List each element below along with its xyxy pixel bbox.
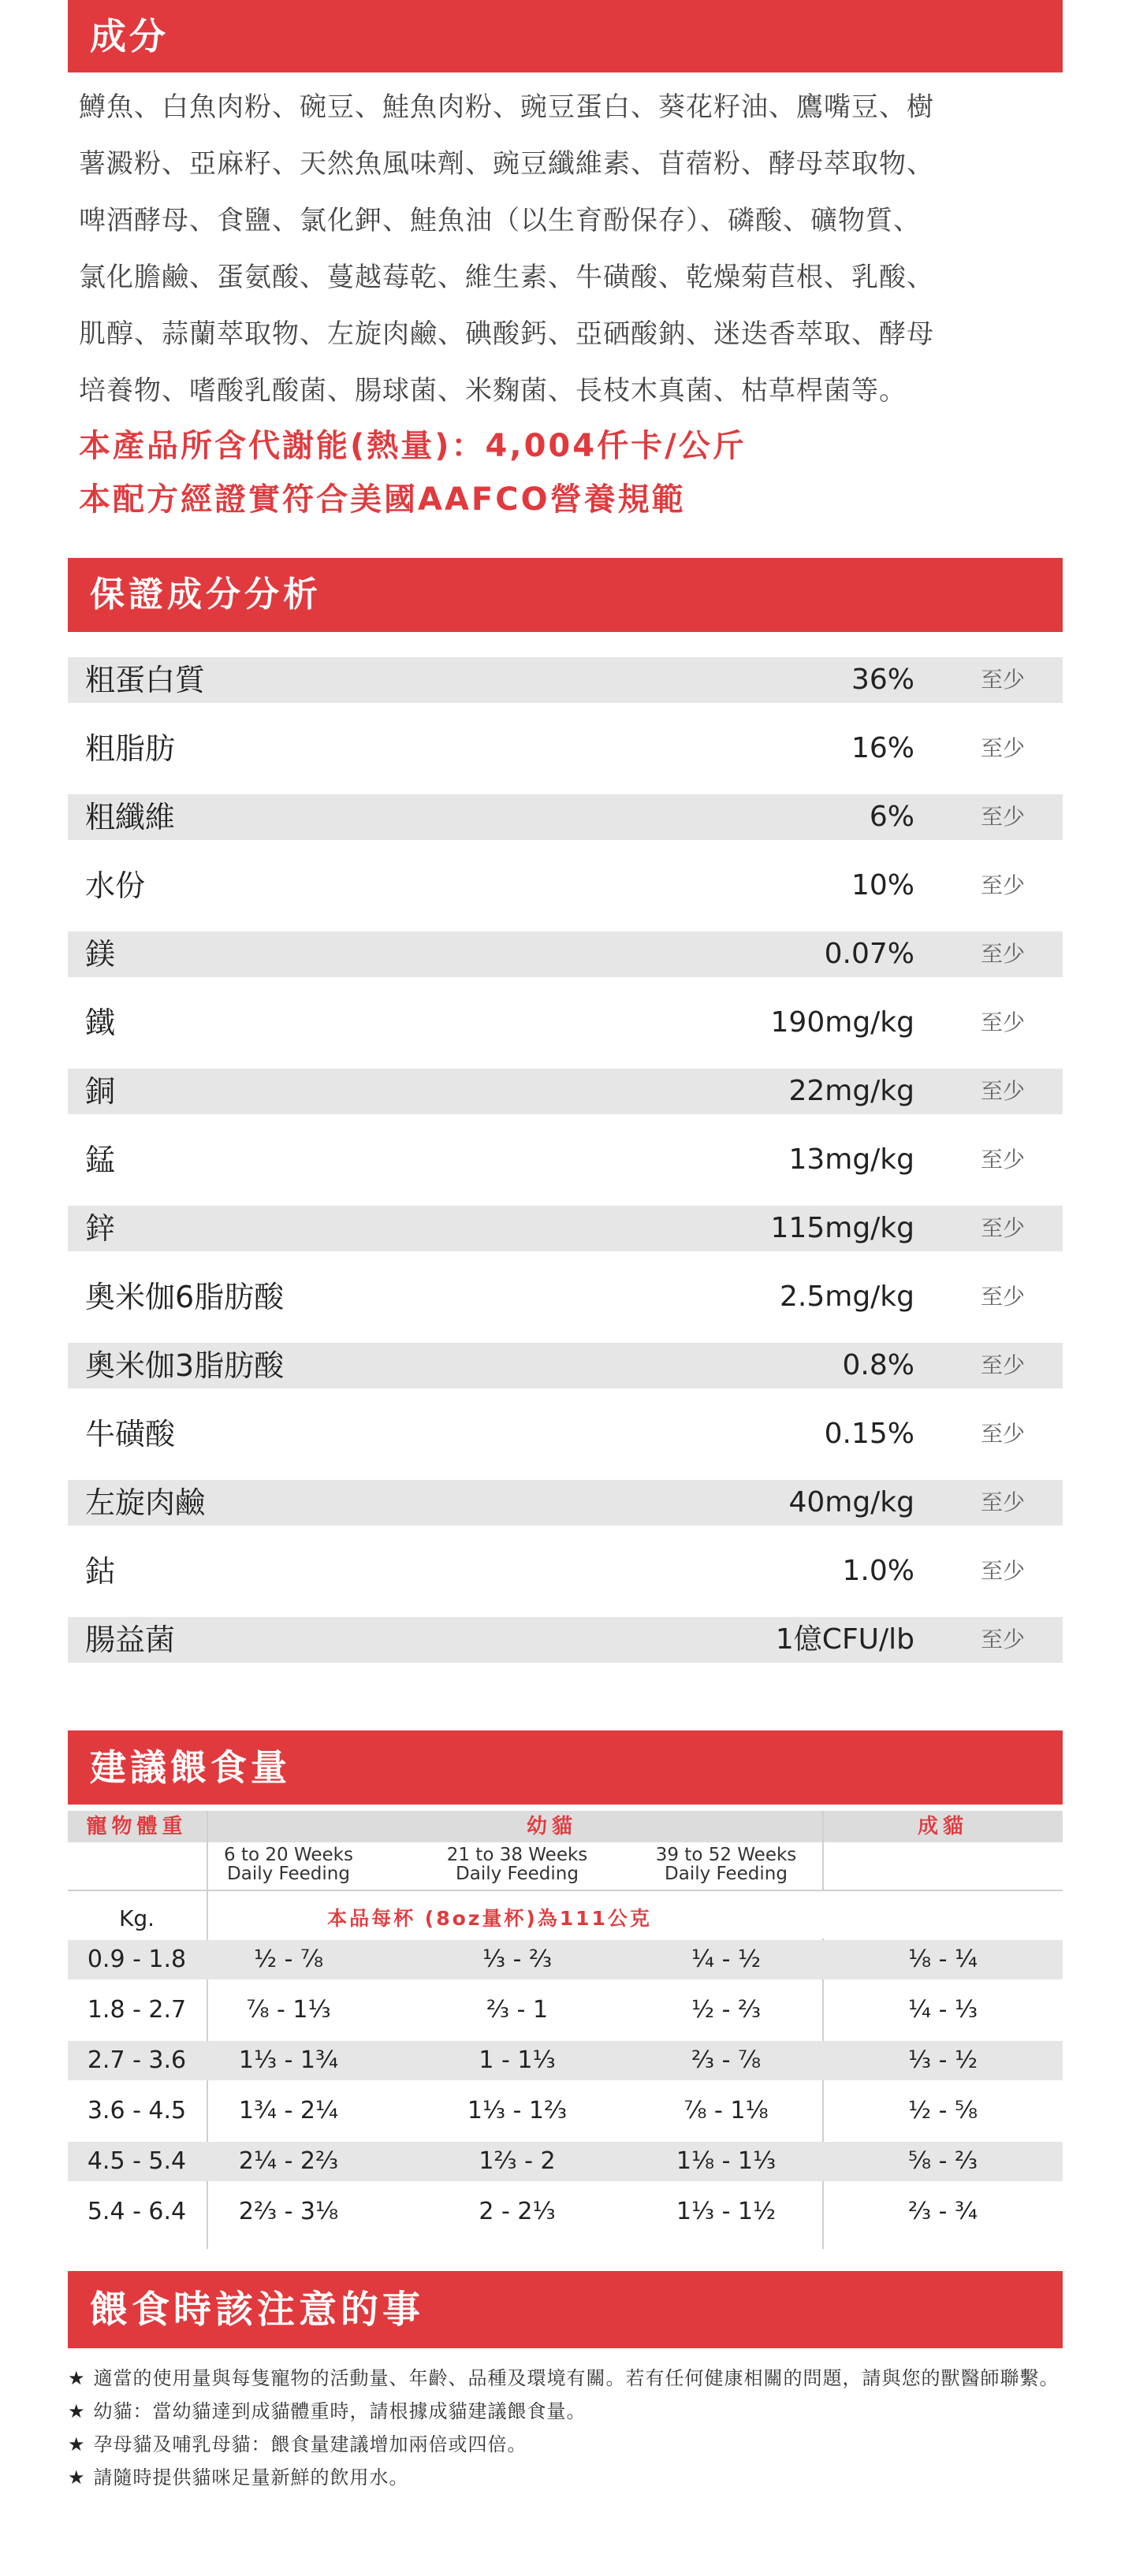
nutrient-value: 13mg/kg (788, 1143, 914, 1176)
analysis-row (68, 931, 1063, 977)
analysis-row (68, 1137, 1063, 1183)
nutrient-value: 22mg/kg (788, 1075, 914, 1107)
adult-column-header: 成貓 (917, 1815, 968, 1838)
nutrient-name: 水份 (85, 868, 146, 903)
analysis-row (68, 1343, 1063, 1388)
ingredients-line: 薯澱粉、亞麻籽、天然魚風味劑、豌豆纖維素、苜蓿粉、酵母萃取物、 (79, 148, 934, 180)
analysis-title: 保證成分分析 (90, 574, 322, 615)
analysis-row (68, 657, 1063, 703)
feeding-row: 3.6 - 4.5 1¾ - 2¼ 1⅓ - 1⅔ ⅞ - 1⅛ ½ - ⅝ (87, 2097, 978, 2124)
ingredients-line: 鱒魚、白魚肉粉、碗豆、鮭魚肉粉、豌豆蛋白、葵花籽油、鷹嘴豆、樹 (79, 91, 934, 123)
nutrient-value: 6% (869, 801, 914, 833)
ingredients-line: 培養物、嗜酸乳酸菌、腸球菌、米麴菌、長枝木真菌、枯草桿菌等。 (79, 375, 907, 407)
minimum-label: 至少 (980, 735, 1025, 761)
minimum-label: 至少 (980, 1147, 1025, 1173)
nutrient-value: 1億CFU/lb (775, 1623, 914, 1656)
star-icon: ★ (68, 2466, 86, 2489)
nutrient-value: 190mg/kg (770, 1006, 914, 1039)
nutrient-name: 錳 (85, 1143, 116, 1177)
kitten-column-header: 幼貓 (526, 1815, 577, 1838)
minimum-label: 至少 (980, 1558, 1025, 1584)
analysis-header (68, 558, 1063, 632)
nutrient-value: 16% (851, 732, 914, 764)
serving-size-note: 本品每杯 (8oz量杯)為111公克 (327, 1907, 652, 1930)
nutrient-value: 0.07% (824, 938, 914, 970)
minimum-label: 至少 (980, 941, 1025, 967)
notes-header (68, 2271, 1063, 2348)
note-item: ★ 適當的使用量與每隻寵物的活動量、年齡、品種及環境有關。若有任何健康相關的問題，請與您的獸醫師聯繫。 (68, 2367, 1060, 2389)
nutrient-name: 粗脂肪 (85, 731, 176, 766)
ingredients-title: 成分 (90, 15, 169, 58)
notes-title: 餵食時該注意的事 (90, 2288, 425, 2332)
note-item: ★ 孕母貓及哺乳母貓：餵食量建議增加兩倍或四倍。 (68, 2433, 527, 2455)
feeding-title: 建議餵食量 (90, 1746, 291, 1789)
nutrient-name: 奧米伽6脂肪酸 (85, 1280, 285, 1314)
nutrient-name: 粗纖維 (85, 800, 176, 835)
minimum-label: 至少 (980, 1078, 1025, 1104)
minimum-label: 至少 (980, 1489, 1025, 1515)
feeding-row: 4.5 - 5.4 2¼ - 2⅔ 1⅔ - 2 1⅛ - 1⅓ ⅝ - ⅔ (68, 2142, 1063, 2181)
nutrient-name: 奧米伽3脂肪酸 (85, 1348, 285, 1383)
minimum-label: 至少 (980, 667, 1025, 693)
minimum-label: 至少 (980, 872, 1025, 898)
header-divider (68, 1890, 1063, 1891)
nutrient-name: 鐵 (85, 1005, 116, 1040)
analysis-row (68, 1480, 1063, 1526)
minimum-label: 至少 (980, 1421, 1025, 1447)
feeding-table (68, 1811, 1063, 2249)
week-range-label: 6 to 20 Weeks Daily Feeding (224, 1845, 353, 1884)
ingredients-text (79, 79, 1056, 419)
minimum-label: 至少 (980, 1009, 1025, 1035)
star-icon: ★ (68, 2367, 86, 2389)
nutrient-name: 左旋肉鹼 (85, 1485, 206, 1520)
star-icon: ★ (68, 2400, 86, 2422)
nutrient-name: 腸益菌 (85, 1623, 176, 1657)
nutrient-value: 0.8% (842, 1349, 914, 1381)
weight-column-header: 寵物體重 (86, 1815, 188, 1838)
nutrient-name: 鋅 (85, 1211, 116, 1246)
analysis-row (68, 1411, 1063, 1457)
ingredients-line: 氯化膽鹼、蛋氨酸、蔓越莓乾、維生素、牛磺酸、乾燥菊苣根、乳酸、 (79, 262, 934, 293)
star-icon: ★ (68, 2433, 86, 2455)
minimum-label: 至少 (980, 804, 1025, 830)
feeding-header (68, 1730, 1063, 1805)
ingredients-line: 肌醇、蒜蘭萃取物、左旋肉鹼、碘酸鈣、亞硒酸鈉、迷迭香萃取、酵母 (79, 318, 934, 350)
note-item: ★ 請隨時提供貓咪足量新鮮的飲用水。 (68, 2466, 409, 2489)
ingredients-header (68, 0, 1063, 72)
weight-unit: Kg. (118, 1905, 155, 1931)
unit-row (68, 1899, 1063, 1939)
column-divider (207, 1811, 208, 2249)
analysis-row (68, 1069, 1063, 1114)
week-range-label: 21 to 38 Weeks Daily Feeding (446, 1845, 588, 1884)
minimum-label: 至少 (980, 1352, 1025, 1378)
nutrient-name: 鎂 (85, 937, 116, 972)
nutrient-value: 40mg/kg (788, 1486, 914, 1518)
analysis-row (68, 1548, 1063, 1594)
analysis-row (68, 863, 1063, 909)
analysis-row (68, 1617, 1063, 1663)
minimum-label: 至少 (980, 1284, 1025, 1310)
analysis-row (68, 1206, 1063, 1251)
feeding-row: 2.7 - 3.6 1⅓ - 1¾ 1 - 1⅓ ⅔ - ⅞ ⅓ - ½ (68, 2041, 1063, 2080)
feeding-row: 0.9 - 1.8 ½ - ⅞ ⅓ - ⅔ ¼ - ½ ⅛ - ¼ (68, 1940, 1063, 1979)
aafco-statement: 本配方經證實符合美國AAFCO營養規範 (79, 481, 686, 518)
nutrient-value: 2.5mg/kg (780, 1281, 914, 1313)
energy-statement: 本產品所含代謝能(熱量)：4,004仟卡/公斤 (79, 428, 747, 464)
week-range-label: 39 to 52 Weeks Daily Feeding (655, 1845, 797, 1884)
nutrient-value: 1.0% (842, 1555, 914, 1587)
feeding-row: 5.4 - 6.4 2⅔ - 3⅛ 2 - 2⅓ 1⅓ - 1½ ⅔ - ¾ (87, 2198, 978, 2225)
analysis-row (68, 1000, 1063, 1046)
nutrient-name: 鈷 (85, 1554, 116, 1589)
nutrient-value: 0.15% (824, 1418, 914, 1450)
nutrient-name: 牛磺酸 (85, 1417, 176, 1452)
feeding-row: 1.8 - 2.7 ⅞ - 1⅓ ⅔ - 1 ½ - ⅔ ¼ - ⅓ (87, 1996, 978, 2024)
feeding-column-headers (68, 1811, 1063, 1842)
nutrient-name: 銅 (85, 1074, 116, 1109)
nutrient-name: 粗蛋白質 (85, 663, 206, 697)
ingredients-line: 啤酒酵母、食鹽、氯化鉀、鮭魚油（以生育酚保存）、磷酸、礦物質、 (79, 205, 921, 236)
minimum-label: 至少 (980, 1626, 1025, 1652)
nutrient-value: 36% (851, 664, 914, 696)
note-item: ★ 幼貓：當幼貓達到成貓體重時，請根據成貓建議餵食量。 (68, 2400, 587, 2422)
analysis-row (68, 726, 1063, 771)
analysis-row (68, 794, 1063, 840)
nutrient-value: 10% (851, 869, 914, 901)
nutrient-value: 115mg/kg (770, 1212, 914, 1244)
analysis-row (68, 1274, 1063, 1320)
minimum-label: 至少 (980, 1215, 1025, 1241)
